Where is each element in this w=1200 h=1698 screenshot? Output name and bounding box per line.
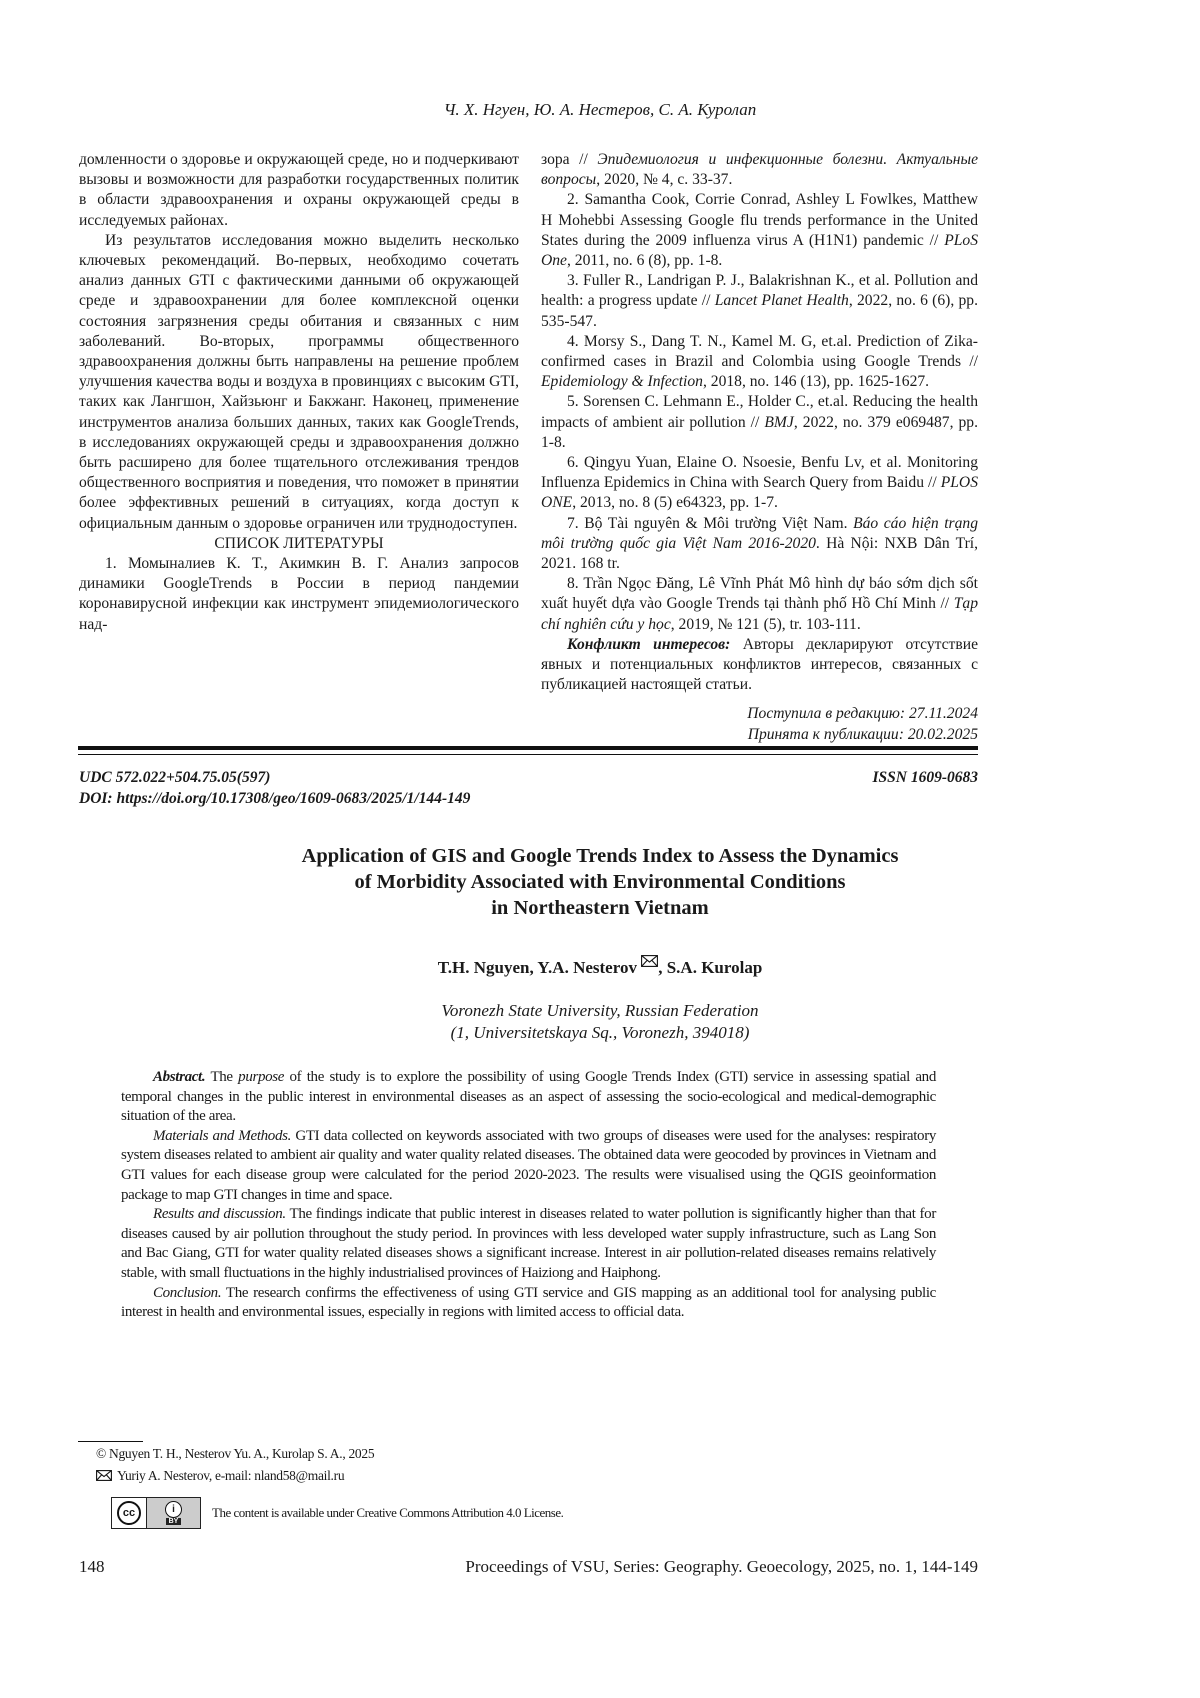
ref-journal: Epidemiology & Infection: [541, 373, 703, 390]
reference-item: [541, 190, 978, 271]
footnote-divider: [78, 1441, 143, 1442]
udc: UDC 572.022+504.75.05(597): [79, 767, 470, 788]
reference-item: [541, 514, 978, 575]
ref-text: 6. Qingyu Yuan, Elaine O. Nsoesie, Benfu Lv, et al. Monitoring Influenza Epidemics in China with Search Query from Baidu //: [541, 454, 978, 491]
ref-text: 3. Fuller R., Landrigan P. J., Balakrishnan K., et al. Pollution and health: a progress update //: [541, 272, 978, 309]
ref-text: 5. Sorensen C. Lehmann E., Holder C., et.al. Reducing the health impacts of ambient air pollution //: [541, 393, 978, 430]
email-text: Yuriy A. Nesterov, e-mail: nland58@mail.ru: [117, 1468, 344, 1483]
section-label: Materials and Methods.: [153, 1128, 291, 1144]
ref-journal: Báo cáo hiện trạng môi trường quốc gia Việt Nam 2016-2020: [541, 515, 978, 552]
affiliation-address: (1, Universitetskaya Sq., Voronezh, 394018): [0, 1022, 1200, 1044]
running-header: Ч. Х. Нгуен, Ю. А. Нестеров, С. А. Куролап: [0, 100, 1200, 120]
conflict-text: Авторы декларируют отсутствие явных и потенциальных конфликтов интересов, связанных с публикацией настоящей статьи.: [541, 636, 978, 693]
reference-item: 1. Момыналиев К. Т., Акимкин В. Г. Анализ запросов динамики GoogleTrends в России в период пандемии коронавирусной инфекции как инструмент эпидемиологического над-: [79, 554, 519, 635]
doi-link[interactable]: DOI: https://doi.org/10.17308/geo/1609-0683/2025/1/144-149: [79, 788, 470, 809]
ref-text: зора //: [541, 151, 597, 168]
envelope-icon: [96, 1470, 112, 1481]
received-date: Поступила в редакцию: 27.11.2024: [541, 704, 978, 724]
by-label: BY: [166, 1518, 182, 1525]
abstract-section: [121, 1284, 936, 1323]
abstract-text: of the study is to explore the possibility of using Google Trends Index (GTI) service in assessing spatial and temporal changes in the public interest in environmental diseases as an aspect of assessing the socio-ecological and medical-demographic situation of the area.: [121, 1069, 936, 1124]
email-note: [96, 1468, 344, 1484]
ref-text: 4. Morsy S., Dang T. N., Kamel M. G, et.al. Prediction of Zika-confirmed cases in Brazil and Colombia using Google Trends //: [541, 333, 978, 370]
copyright-note: © Nguyen T. H., Nesterov Yu. A., Kurolap S. A., 2025: [96, 1446, 374, 1462]
ref-text: 7. Bộ Tài nguyên & Môi trường Việt Nam.: [567, 515, 853, 532]
left-column: [79, 150, 519, 635]
ref-journal: Lancet Planet Health: [715, 292, 849, 309]
conflict-label: Конфликт интересов:: [567, 636, 730, 653]
license-text[interactable]: The content is available under Creative Commons Attribution 4.0 License.: [212, 1505, 563, 1521]
page-number: 148: [79, 1557, 105, 1577]
abstract-text: The research confirms the effectiveness of using GTI service and GIS mapping as an additional tool for analysing public interest in health and environmental issues, especially in regions with limited access to official data.: [121, 1285, 936, 1321]
paragraph: Из результатов исследования можно выделить несколько ключевых рекомендаций. Во-первых, необходимо сочетать анализ данных GTI с фактическими данными об окружающей среде и здравоохранении для более комплексной оценки состояния загрязнения среды обитания и связанных с ним заболеваний. Во-вторых, программы общественного здравоохранения должны быть направлены на решение проблем улучшения качества воды и воздуха в провинциях с высоким GTI, таких как Лангшон, Хайзьюнг и Бакжанг. Наконец, применение инструментов анализа больших данных, таких как GoogleTrends, в исследованиях окружающей среды и здравоохранения должно быть расширено для более тщательного отслеживания трендов общественного восприятия и поведения, что поможет в принятии более эффективных решений в ситуациях, когда доступ к официальным данным о здоровье ограничен или труднодоступен.: [79, 231, 519, 534]
section-label: Conclusion.: [153, 1285, 221, 1301]
reference-item-continued: [541, 150, 978, 190]
ref-text: , 2022, no. 379 e069487, pp. 1-8.: [541, 414, 978, 451]
reference-item: [541, 332, 978, 393]
divider-thick: [78, 746, 978, 750]
author-names: , S.A. Kurolap: [658, 958, 762, 977]
abstract-text: The: [205, 1069, 238, 1085]
paragraph: домленности о здоровье и окружающей среде, но и подчеркивают вызовы и возможности для разработки государственных политик в области здравоохранения и охраны окружающей среды в исследуемых районах.: [79, 150, 519, 231]
issn: ISSN 1609-0683: [872, 767, 978, 788]
accepted-date: Принята к публикации: 20.02.2025: [541, 725, 978, 745]
ref-journal: BMJ: [764, 414, 793, 431]
title-line: of Morbidity Associated with Environmental Conditions: [0, 869, 1200, 895]
article-title: [0, 843, 1200, 921]
ref-text: , 2011, no. 6 (8), pp. 1-8.: [567, 252, 722, 269]
conflict-of-interest: [541, 635, 978, 696]
reference-item: [541, 271, 978, 332]
ref-text: , 2020, № 4, с. 33-37.: [596, 171, 732, 188]
section-label: Abstract.: [153, 1069, 205, 1085]
udc-doi: [79, 767, 470, 809]
abstract-text: The findings indicate that public interest in diseases related to water pollution is significantly higher than that for diseases caused by air pollution throughout the study period. In provinces with less developed water supply infrastructure, such as Lang Son and Bac Giang, GTI for water quality related diseases shows a significant increase. Interest in air pollution-related diseases remains relatively stable, with small fluctuations in the highly industrialised provinces of Haiziong and Haiphong.: [121, 1206, 936, 1281]
reference-item: [541, 392, 978, 453]
title-line: in Northeastern Vietnam: [0, 895, 1200, 921]
abstract-section: [121, 1205, 936, 1283]
ref-text: , 2013, no. 8 (5) e64323, pp. 1-7.: [572, 494, 778, 511]
ref-text: 2. Samantha Cook, Corrie Conrad, Ashley L Fowlkes, Matthew H Mohebbi Assessing Google flu trends performance in the United States during the 2009 influenza virus A (H1N1) pandemic //: [541, 191, 978, 248]
authors: [0, 955, 1200, 978]
abstract-section: [121, 1127, 936, 1205]
person-icon: i: [165, 1501, 182, 1518]
journal-footer: Proceedings of VSU, Series: Geography. Geoecology, 2025, no. 1, 144-149: [465, 1557, 978, 1577]
ref-text: . Hà Nội: NXB Dân Trí, 2021. 168 tr.: [541, 535, 978, 572]
affiliation-name: Voronezh State University, Russian Federation: [0, 1000, 1200, 1022]
ref-journal: Tạp chí nghiên cứu y học: [541, 595, 978, 632]
reference-item: [541, 453, 978, 514]
cc-icon: cc: [117, 1501, 141, 1525]
ref-text: , 2018, no. 146 (13), pp. 1625-1627.: [703, 373, 929, 390]
ref-journal: Эпидемиология и инфекционные болезни. Актуальные вопросы: [541, 151, 978, 188]
ref-text: , 2019, № 121 (5), tr. 103-111.: [671, 616, 861, 633]
ref-journal: PLoS One: [541, 232, 978, 269]
references-heading: СПИСОК ЛИТЕРАТУРЫ: [79, 534, 519, 554]
abstract-text: GTI data collected on keywords associated with two groups of diseases were used for the analyses: respiratory system diseases related to ambient air quality and water quality related diseases. The obtained data were geocoded by provinces in Vietnam and GTI values for each disease group were calculated for the period 2020-2023. The results were visualised using the QGIS geoinformation package to map GTI changes in time and space.: [121, 1128, 936, 1203]
section-label: Results and discussion.: [153, 1206, 286, 1222]
affiliation: [0, 1000, 1200, 1044]
envelope-icon: [641, 955, 658, 967]
divider-thin: [78, 754, 978, 755]
cc-license-badge[interactable]: [111, 1497, 201, 1529]
right-column: [541, 150, 978, 745]
ref-journal: PLOS ONE: [541, 474, 978, 511]
reference-item: [541, 574, 978, 635]
ref-text: 8. Trần Ngọc Đăng, Lê Vĩnh Phát Mô hình dự báo sớm dịch sốt xuất huyết dựa vào Google Trends tại thành phố Hồ Chí Minh //: [541, 575, 978, 612]
title-line: Application of GIS and Google Trends Index to Assess the Dynamics: [0, 843, 1200, 869]
abstract: [121, 1068, 936, 1323]
abstract-section: [121, 1068, 936, 1127]
abstract-emphasis: purpose: [238, 1069, 284, 1085]
author-names: T.H. Nguyen, Y.A. Nesterov: [438, 958, 642, 977]
ref-text: , 2022, no. 6 (6), pp. 535-547.: [541, 292, 978, 329]
